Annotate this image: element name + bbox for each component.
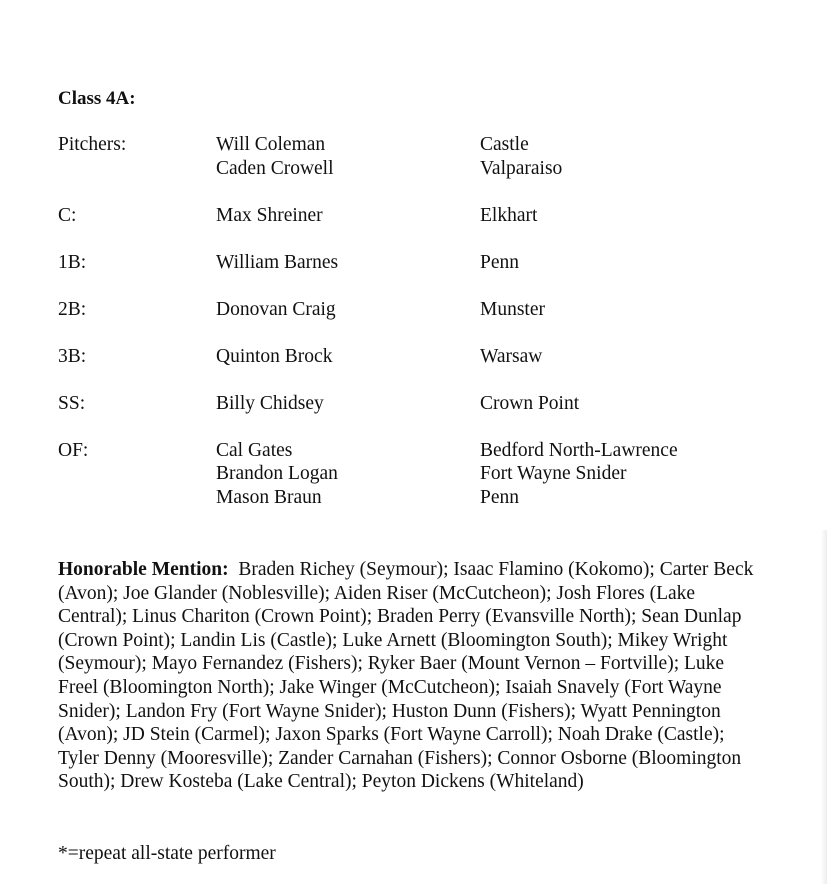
player-names <box>216 439 480 510</box>
player-names <box>216 345 480 369</box>
player-name: Donovan Craig <box>216 298 336 320</box>
honorable-mention-paragraph <box>58 558 758 794</box>
position-label: C: <box>58 204 77 226</box>
player-schools <box>480 392 778 416</box>
player-schools <box>480 251 778 275</box>
player-school: Castle <box>480 134 529 155</box>
position-row <box>58 439 778 510</box>
player-school: Penn <box>480 251 519 273</box>
position-row <box>58 204 778 228</box>
player-names <box>216 133 480 180</box>
player-name: William Barnes <box>216 251 339 273</box>
player-name: Quinton Brock <box>216 345 333 367</box>
position-label: Pitchers: <box>58 134 127 155</box>
player-names <box>216 251 480 275</box>
position-row <box>58 345 778 369</box>
position-row <box>58 133 778 180</box>
class-title: Class 4A: <box>58 88 136 109</box>
page-edge-shadow <box>821 530 827 884</box>
player-name: Caden Crowell <box>216 157 334 179</box>
player-schools <box>480 133 778 180</box>
player-school: Elkhart <box>480 204 538 226</box>
player-name: Brandon Logan <box>216 463 338 484</box>
position-row <box>58 251 778 275</box>
player-names <box>216 392 480 416</box>
player-school: Munster <box>480 298 545 320</box>
player-name: Cal Gates <box>216 439 293 461</box>
player-schools <box>480 345 778 369</box>
position-label: 1B: <box>58 251 87 273</box>
player-school: Warsaw <box>480 345 543 367</box>
position-label: OF: <box>58 439 89 461</box>
footnote: *=repeat all-state performer <box>58 843 276 864</box>
position-row <box>58 392 778 416</box>
position-label: 3B: <box>58 345 87 367</box>
player-schools <box>480 439 778 510</box>
honorable-mention-label: Honorable Mention: <box>58 559 229 580</box>
player-names <box>216 204 480 228</box>
player-name: Mason Braun <box>216 486 322 508</box>
position-row <box>58 298 778 322</box>
player-school: Bedford North-Lawrence <box>480 439 678 461</box>
player-name: Billy Chidsey <box>216 392 324 414</box>
player-schools <box>480 204 778 228</box>
position-label: SS: <box>58 392 86 414</box>
honorable-mention-text: Braden Richey (Seymour); Isaac Flamino (Kokomo); Carter Beck (Avon); Joe Glander (Noblesville); Aiden Riser (McCutcheon); Josh Flores (Lake Central); Linus Chariton (Crown Point); Braden Perry (Evansville North); Sean Dunlap (Crown Point); Landin Lis (Castle); Luke Arnett (Bloomington South); Mikey Wright (Seymour); Mayo Fernandez (Fishers); Ryker Baer (Mount Vernon – Fortville); Luke Freel (Bloomington North); Jake Winger (McCutcheon); Isaiah Snavely (Fort Wayne Snider); Landon Fry (Fort Wayne Snider); Huston Dunn (Fishers); Wyatt Pennington (Avon); JD Stein (Carmel); Jaxon Sparks (Fort Wayne Carroll); Noah Drake (Castle); Tyler Denny (Mooresville); Zander Carnahan (Fishers); Connor Osborne (Bloomington South); Drew Kosteba (Lake Central); Peyton Dickens (Whiteland) <box>58 559 754 793</box>
player-school: Valparaiso <box>480 157 563 179</box>
player-name: Max Shreiner <box>216 204 323 226</box>
player-school: Penn <box>480 486 519 508</box>
player-name: Will Coleman <box>216 134 326 155</box>
position-label: 2B: <box>58 298 87 320</box>
player-school: Crown Point <box>480 392 580 414</box>
all-state-roster <box>58 133 778 533</box>
player-schools <box>480 298 778 322</box>
player-names <box>216 298 480 322</box>
player-school: Fort Wayne Snider <box>480 463 627 484</box>
